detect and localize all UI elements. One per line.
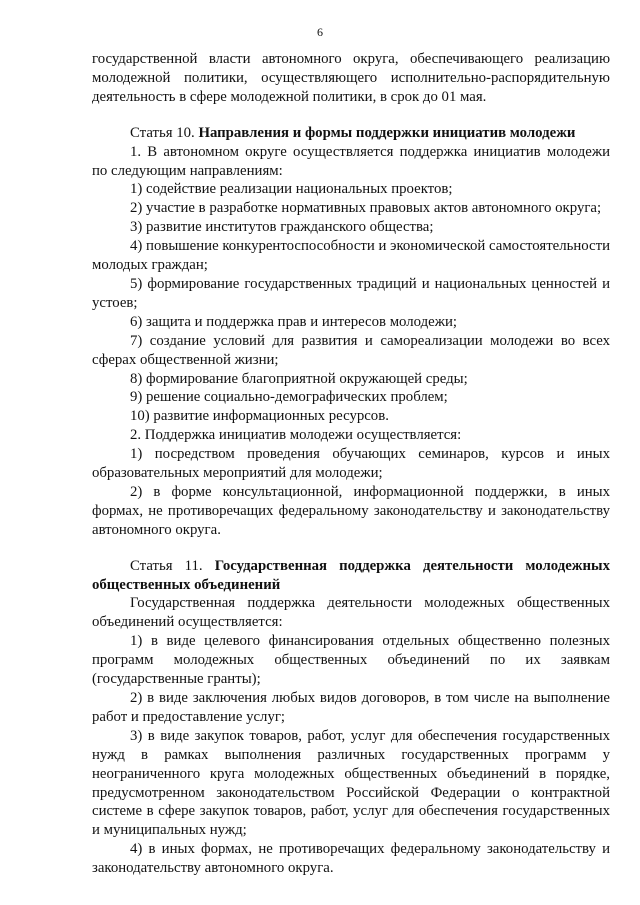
direction-item: 8) формирование благоприятной окружающей среды; — [130, 370, 468, 387]
state-support-item: 3) в виде закупок товаров, работ, услуг для обеспечения государственных нужд в рамках выполнения различных государственных программ у неограниченного круга молодежных общественных объединений в порядке, предусмотренном законодательством Российской Федерации о контрактной системе в сфере закупок товаров, работ, услуг для обеспечения государственных и муниципальных нужд; — [92, 727, 610, 839]
state-support-item: 2) в виде заключения любых видов договоров, в том числе на выполнение работ и предоставление услуг; — [92, 690, 610, 725]
direction-item: 3) развитие институтов гражданского общества; — [130, 219, 434, 236]
direction-item: 10) развитие информационных ресурсов. — [130, 408, 389, 425]
direction-item: 2) участие в разработке нормативных правовых актов автономного округа; — [130, 200, 602, 217]
article-10-paragraph-2: 2. Поддержка инициатив молодежи осуществляется: — [130, 427, 462, 444]
direction-item: 9) решение социально-демографических проблем; — [130, 389, 448, 406]
article-11-intro: Государственная поддержка деятельности молодежных общественных объединений осуществляется: — [92, 595, 610, 631]
direction-item: 5) формирование государственных традиций и национальных ценностей и устоев; — [92, 275, 610, 311]
page-number: 6 — [317, 25, 323, 39]
state-support-item: 4) в иных формах, не противоречащих федеральному законодательству и законодательству автономного округа. — [92, 841, 610, 877]
article-11-heading — [92, 557, 610, 595]
article-10-paragraph-1: 1. В автономном округе осуществляется поддержка инициатив молодежи по следующим направлениям: — [92, 143, 610, 179]
direction-item: 7) создание условий для развития и самореализации молодежи во всех сферах общественной жизни; — [92, 332, 610, 368]
article-10-heading — [92, 124, 610, 143]
document-body — [92, 50, 610, 878]
direction-item: 1) содействие реализации национальных проектов; — [130, 181, 453, 198]
article-10-label: Статья 10. — [130, 124, 195, 141]
direction-item: 6) защита и поддержка прав и интересов молодежи; — [130, 313, 457, 330]
support-form-item: 2) в форме консультационной, информационной поддержки, в иных формах, не противоречащих федеральному законодательству и законодательству автономного округа. — [92, 483, 610, 538]
intro-paragraph: государственной власти автономного округа, обеспечивающего реализацию молодежной политики, осуществляющего исполнительно-распорядительную деятельность в сфере молодежной политики, в срок до 01 мая. — [92, 51, 610, 105]
state-support-item: 1) в виде целевого финансирования отдельных общественно полезных программ молодежных общественных объединений по их заявкам (государственные гранты); — [92, 633, 610, 688]
support-form-item: 1) посредством проведения обучающих семинаров, курсов и иных образовательных мероприятий для молодежи; — [92, 446, 610, 482]
article-10-title: Направления и формы поддержки инициатив молодежи — [198, 124, 576, 141]
direction-item: 4) повышение конкурентоспособности и экономической самостоятельности молодых граждан; — [92, 238, 611, 274]
article-11-label: Статья 11. — [130, 557, 203, 574]
article-11-title: Государственная поддержка деятельности молодежных общественных объединений — [92, 557, 610, 593]
